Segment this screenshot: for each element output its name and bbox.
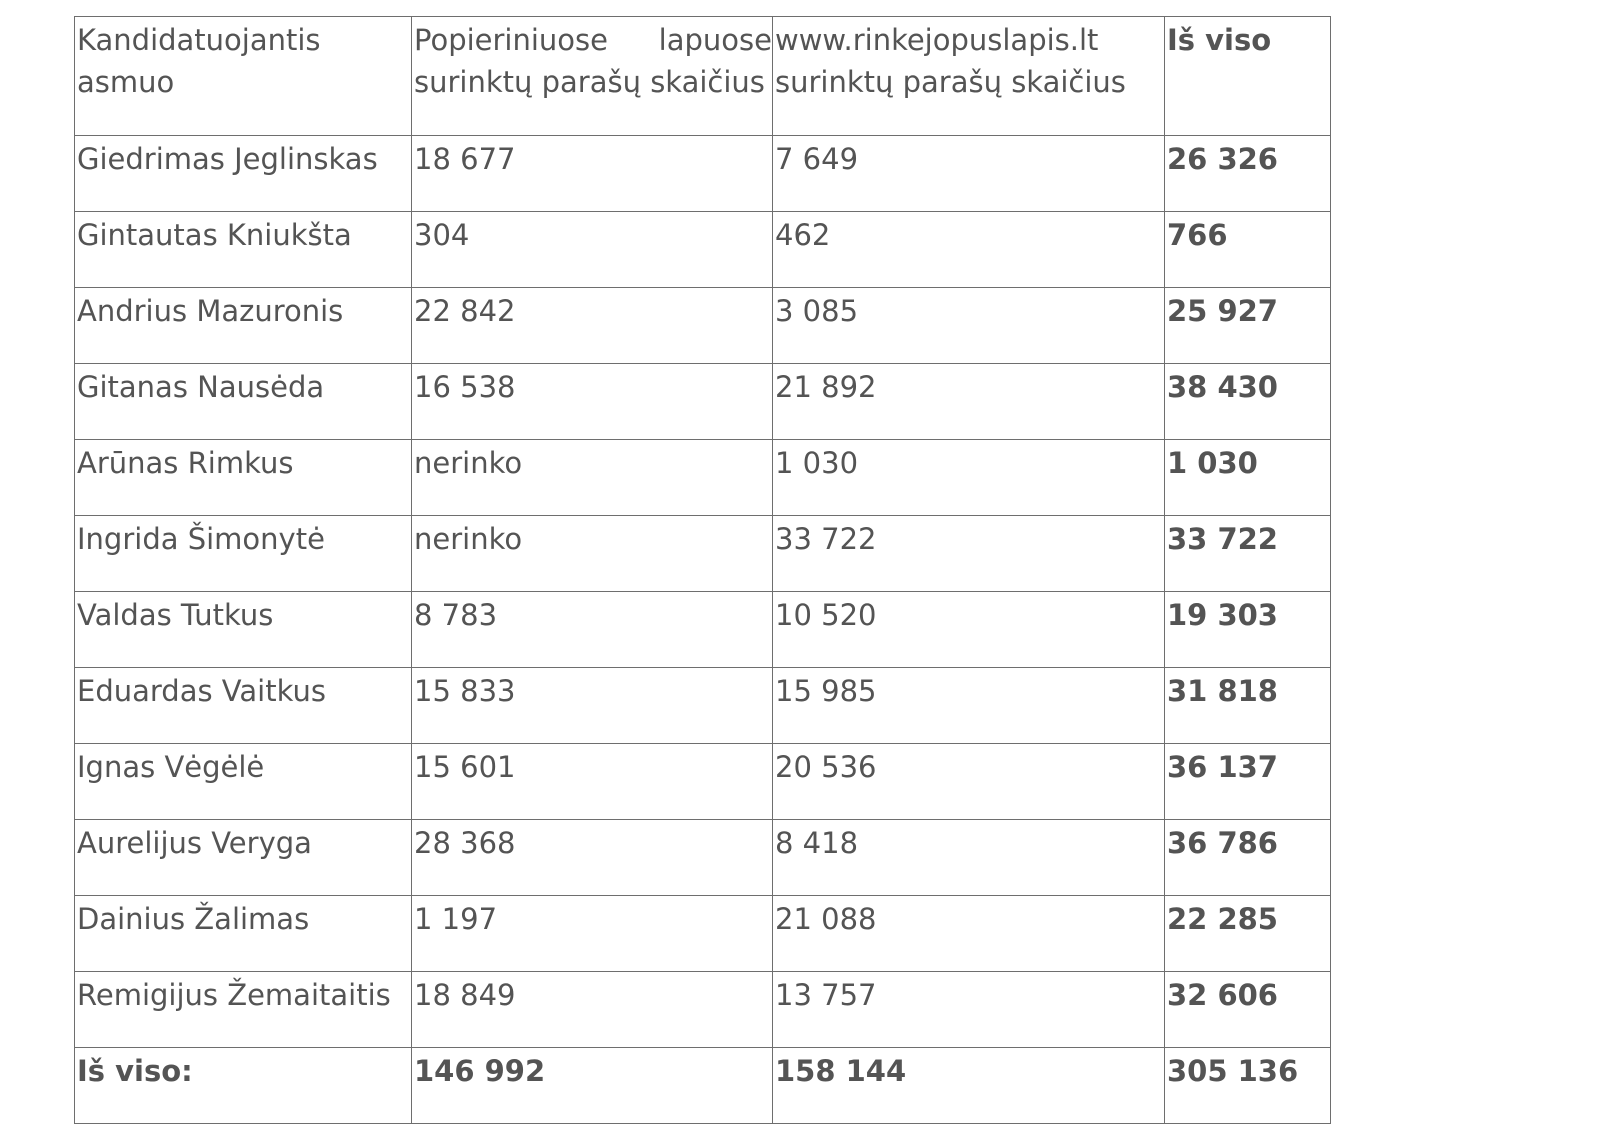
header-paper-line1: Popieriniuose lapuose <box>414 23 772 57</box>
candidate-name-cell: Giedrimas Jeglinskas <box>75 136 412 212</box>
paper-signatures-cell: 18 849 <box>412 972 773 1048</box>
online-signatures-cell: 7 649 <box>773 136 1165 212</box>
total-paper-cell: 146 992 <box>412 1048 773 1124</box>
paper-signatures-cell: 1 197 <box>412 896 773 972</box>
online-signatures-cell: 8 418 <box>773 820 1165 896</box>
online-signatures-cell: 21 892 <box>773 364 1165 440</box>
candidate-name-cell: Aurelijus Veryga <box>75 820 412 896</box>
paper-signatures-cell: 22 842 <box>412 288 773 364</box>
paper-signatures-cell: nerinko <box>412 440 773 516</box>
table-row <box>75 744 1331 820</box>
table-row <box>75 288 1331 364</box>
paper-signatures-cell: 18 677 <box>412 136 773 212</box>
online-signatures-cell: 3 085 <box>773 288 1165 364</box>
candidate-name-cell: Gintautas Kniukšta <box>75 212 412 288</box>
paper-signatures-cell: 15 833 <box>412 668 773 744</box>
candidate-name-cell: Valdas Tutkus <box>75 592 412 668</box>
online-signatures-cell: 1 030 <box>773 440 1165 516</box>
header-online-line2: surinktų parašų skaičius <box>775 65 1126 99</box>
table-header-row <box>75 17 1331 136</box>
header-online-signatures <box>773 17 1165 136</box>
total-signatures-cell: 766 <box>1165 212 1331 288</box>
table-body <box>75 17 1331 1124</box>
table-row <box>75 212 1331 288</box>
paper-signatures-cell: nerinko <box>412 516 773 592</box>
online-signatures-cell: 33 722 <box>773 516 1165 592</box>
table-row <box>75 440 1331 516</box>
table-row <box>75 896 1331 972</box>
candidate-name-cell: Andrius Mazuronis <box>75 288 412 364</box>
online-signatures-cell: 10 520 <box>773 592 1165 668</box>
header-total: Iš viso <box>1165 17 1331 136</box>
paper-signatures-cell: 15 601 <box>412 744 773 820</box>
total-label-cell: Iš viso: <box>75 1048 412 1124</box>
table-row <box>75 592 1331 668</box>
candidate-name-cell: Remigijus Žemaitaitis <box>75 972 412 1048</box>
candidate-name-cell: Eduardas Vaitkus <box>75 668 412 744</box>
online-signatures-cell: 20 536 <box>773 744 1165 820</box>
candidate-name-cell: Ingrida Šimonytė <box>75 516 412 592</box>
candidate-name-cell: Ignas Vėgėlė <box>75 744 412 820</box>
total-signatures-cell: 31 818 <box>1165 668 1331 744</box>
paper-signatures-cell: 28 368 <box>412 820 773 896</box>
total-signatures-cell: 19 303 <box>1165 592 1331 668</box>
total-signatures-cell: 36 786 <box>1165 820 1331 896</box>
total-signatures-cell: 32 606 <box>1165 972 1331 1048</box>
table-row <box>75 136 1331 212</box>
total-signatures-cell: 36 137 <box>1165 744 1331 820</box>
header-online-line1: www.rinkejopuslapis.lt <box>775 23 1099 57</box>
table-total-row <box>75 1048 1331 1124</box>
table-row <box>75 364 1331 440</box>
table-row <box>75 820 1331 896</box>
total-signatures-cell: 38 430 <box>1165 364 1331 440</box>
grand-total-cell: 305 136 <box>1165 1048 1331 1124</box>
header-paper-line2: surinktų parašų skaičius <box>414 65 765 99</box>
online-signatures-cell: 462 <box>773 212 1165 288</box>
signatures-table <box>74 16 1331 1124</box>
total-online-cell: 158 144 <box>773 1048 1165 1124</box>
online-signatures-cell: 15 985 <box>773 668 1165 744</box>
paper-signatures-cell: 8 783 <box>412 592 773 668</box>
table-row <box>75 516 1331 592</box>
total-signatures-cell: 1 030 <box>1165 440 1331 516</box>
candidate-name-cell: Dainius Žalimas <box>75 896 412 972</box>
header-paper-signatures <box>412 17 773 136</box>
header-candidate: Kandidatuojantis asmuo <box>75 17 412 136</box>
total-signatures-cell: 25 927 <box>1165 288 1331 364</box>
candidate-name-cell: Arūnas Rimkus <box>75 440 412 516</box>
online-signatures-cell: 13 757 <box>773 972 1165 1048</box>
total-signatures-cell: 26 326 <box>1165 136 1331 212</box>
total-signatures-cell: 22 285 <box>1165 896 1331 972</box>
table-row <box>75 668 1331 744</box>
online-signatures-cell: 21 088 <box>773 896 1165 972</box>
paper-signatures-cell: 16 538 <box>412 364 773 440</box>
table-row <box>75 972 1331 1048</box>
candidate-name-cell: Gitanas Nausėda <box>75 364 412 440</box>
total-signatures-cell: 33 722 <box>1165 516 1331 592</box>
paper-signatures-cell: 304 <box>412 212 773 288</box>
